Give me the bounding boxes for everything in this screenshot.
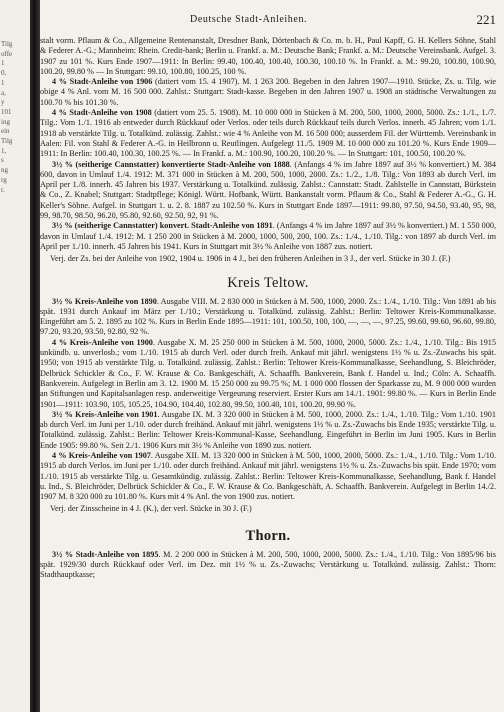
margin-fragment: ing xyxy=(1,117,10,126)
loan-title: 4 % Stadt-Anleihe von 1906 xyxy=(52,77,153,87)
loan-title: 3½ % Kreis-Anleihe von 1901 xyxy=(52,409,158,419)
paragraph: 3½ % Kreis-Anleihe von 1901. Ausgabe IX. M. 3 320 000 in Stücken à M. 500, 1000, 2000. Zs.: 1./4., 1./10. Tilg.: Vom 1./10. 1901 ab durch Verl. im Juni per 1./10. oder durch freihänd. Ankauf mit jährl. wenigstens 1½ % u. Zs.-Zuwachs bis Ende 1935; verstärkte Tilg. u. Totalkünd. zulässig. Zahlst.: Berlin: Teltower Kreis-Kommunal-Kasse, Seehandlung. Eingeführt in Berlin im Juni 1905. Kurs in Berlin Ende 1905: 99.80 %. Seit 2./1. 1906 Kurs mit 3½ % Anleihe von 1890 zus. notiert. xyxy=(40,409,496,450)
margin-fragment: 101 xyxy=(1,107,12,116)
paragraph: 3½ % Kreis-Anleihe von 1890. Ausgabe VIII. M. 2 830 000 in Stücken à M. 500, 1000, 2000. Zs.: 1./4., 1./10. Tilg.: Von 1891 ab bis spät. 1931 durch Ankauf im März per 1./10.; Verstärkung u. Totalkünd. zulässig. Zahlst.: Berlin: Teltower Kreis-Kommunalkasse. Eingeführt am 5. 2. 1895 zu 102 %. Kurs in Berlin Ende 1895—1911: 101, 100.50, 100, 100, —, —, —, 97.25, 99.60, 99.60, 96.60, 99.80, 97.20, 93.20, 93.50, 92.80, 92 %. xyxy=(40,296,496,337)
margin-fragment: ein xyxy=(1,127,10,136)
loan-title: 3½ % (seitherige Cannstatter) konvertierte Stadt-Anleihe von 1888 xyxy=(52,159,290,169)
margin-fragment: ng xyxy=(1,166,8,175)
margin-fragment: 1, xyxy=(1,146,7,155)
prescription-note: Verj. der Zs. bei der Anleihe von 1902, 1904 u. 1906 in 4 J., bei den früheren Anleihen in 3 J., der verl. Stücke in 30 J. (F.) xyxy=(50,254,451,264)
page-content xyxy=(40,36,496,712)
prescription-note: Verj. der Zinsscheine in 4 J. (K.), der verl. Stücke in 30 J. (F.) xyxy=(50,504,252,514)
margin-fragment: Tilg xyxy=(1,40,13,48)
loan-title: 3½ % Stadt-Anleihe von 1895 xyxy=(52,549,159,559)
paragraph: 3½ % Stadt-Anleihe von 1895. M. 2 200 000 in Stücken à M. 200, 500, 1000, 2000, 5000. Zs.: 1./4., 1./10. Tilg.: Von 1895/96 bis spät. 1929/30 durch Rückkauf oder Verl. im Dez. mit 1½ % u. Zs.-Zuwachs; Verstärkung u. Totalkünd. zulässig. Zahlst.: Thorn: Stadthauptkasse; xyxy=(40,549,496,580)
loan-title: 4 % Kreis-Anleihe von 1907 xyxy=(52,450,151,460)
margin-fragment: 0, xyxy=(1,69,7,78)
book-gutter xyxy=(30,0,40,712)
loan-title: 4 % Kreis-Anleihe von 1900 xyxy=(52,337,153,347)
loan-title: 3½ % (seitherige Cannstatter) konvert. Stadt-Anleihe von 1891 xyxy=(52,221,273,231)
margin-fragment: y xyxy=(1,98,5,107)
margin-fragment: r. xyxy=(1,185,5,194)
margin-fragment: 1 xyxy=(1,78,5,87)
paragraph: 4 % Stadt-Anleihe von 1906 (datiert vom 15. 4 1907). M. 1 263 200. Begeben in den Jahren 1907—1910. Stücke, Zs. u. Tilg. wie obige 4 % Anl. vom M. 16 500 000. Zahlst.: Stuttgart: Stadt-kasse. Begeben in den Jahren 1907 u. 1908 an städtische Verwaltungen zu 100.70 % bis 101.30 %. xyxy=(40,77,496,107)
paragraph: 4 % Kreis-Anleihe von 1907. Ausgabe XII. M. 13 320 000 in Stücken à M. 500, 1000, 2000, 5000. Zs.: 1./4., 1./10. Tilg.: Vom 1./10. 1915 ab durch Verlos. im Juni per 1./10. oder durch freihänd. Ankauf mit jährl. wenigstens 1½ % u. Zs.-Zuwachs bis spät. Ende 1970; vom 1./10. 1915 ab verstärkte Tilg. u. Gesamtkündig. zulässig. Zahlst.: Berlin: Teltower Kreis-Kommunalkasse, Seehandlung, Bank f. Handel u. Ind., S. Bleichröder, Delbrück Schickler & Co., F. W. Krause & Co. Bankgeschäft, A. Schaaffh. Bankverein. Aufgelegt in Berlin 14./2. 1907 M. 8 320 000 zu 101.80 %. Kurs mit 4 % Anl. the von 1900 zus. notiert. xyxy=(40,450,496,502)
margin-fragment: s xyxy=(1,156,4,165)
section-heading-thorn: Thorn. xyxy=(245,527,291,544)
loan-title: 4 % Stadt-Anleihe von 1908 xyxy=(52,108,152,118)
margin-fragment: a, xyxy=(1,88,6,97)
loan-title: 3½ % Kreis-Anleihe von 1890 xyxy=(52,296,157,306)
margin-fragment: Tilg xyxy=(1,137,13,146)
paragraph: 3½ % (seitherige Cannstatter) konvert. Stadt-Anleihe von 1891. (Anfangs 4 % im Jahre 1897 auf 3½ % konvertiert.) M. 1 550 000, davon in Umlauf 1./4. 1912: M. 1 250 200 in Stücken à M. 2000, 1000, 500, 200, 100. Zs.: 1./4., 1./10. Tilg.: von 1897 ab durch Verl. im April per 1./10. innerh. 45 Jahren bis 1941. Kurs in Stuttgart mit 3½ % Anleihe von 1887 zus. notiert. xyxy=(40,221,496,251)
section-heading-kreis-teltow: Kreis Teltow. xyxy=(227,274,309,291)
paragraph: stalt vorm. Pflaum & Co., Allgemeine Rentenanstalt, Dresdner Bank, Dörtenbach & Co. m. b. H., Paul Kapff, G. H. Kellers Söhne, Stahl & Federer A.-G.; Mannheim: Rhein. Credit-bank; Berlin u. Frankf. a. M.: Deutsche Bank; Frankf. a. M.: Deutsche Vereinsbank. Aufgel. 3. 1907 zu 101 %. Kurs Ende 1907—1911: In Berlin: 99.40, 100.40, 100.40, 100.30, 100.10 %. In Frankf. a. M.: 99.20, 100.80, 100.90, 100.20, 99.80 % — In Stuttgart: 99.10, 100.80, 100.25, 100 %. xyxy=(40,36,496,76)
running-title: Deutsche Stadt-Anleihen. xyxy=(190,14,308,25)
book-page xyxy=(40,0,504,712)
paragraph: 4 % Kreis-Anleihe von 1900. Ausgabe X. M. 25 250 000 in Stücken à M. 500, 1000, 2000, 5000. Zs.: 1./4., 1./10. Tilg.: Bis 1915 unkündb. u. unverlosb.; vom 1./10. 1915 ab durch Verl. oder durch freih. Ankauf mit jährl. wenigstens 1½ % u. Zs.-Zuwachs bis spät. 1950; von 1915 ab verstärkte Tilg. u. Totalkünd. zulässig. Zahlst.: Berlin: Teltower Kreis-Kommunalkasse, Seehandlung, S. Bleichröder, Delbrück Schickler & Co., F. W. Krause & Co. Bankgeschäft, A. Schaaffh. Bankverein, Bank f. Handel u. Ind.; Cöln: A. Schaaffh. Bankverein. Aufgelegt in Berlin am 3. 12. 1900 M. 15 250 000 zu 99.75 %; M. 1 000 000 flossen der Sparkasse zu, M. 9 000 000 wurden an Stiftungen und Kapitalsanlagen resp. anderweitige Vergeurung reserviert. Erster Kurs am 14./1. 1901: 99.80 %. — Kurs in Berlin Ende 1901—1911: 103.90, 105, 105.25, 104.90, 104.40, 102.80, 99.50, 100.40, 101, 100.20, 99.90 %. xyxy=(40,337,496,409)
margin-fragment: 1 xyxy=(1,59,5,68)
paragraph: 4 % Stadt-Anleihe von 1908 (datiert vom 25. 5. 1908). M. 10 000 000 in Stücken à M. 200, 500, 1000, 2000, 5000. Zs.: 1./1., 1./7. Tilg.: Vom 1./1. 1916 ab entweder durch Rückkauf oder Verlos. oder teils durch Rückkauf teils durch Verlos. innerh. 45 Jahren; vom 1./1. 1918 ab verstärkte Tilg. u. Totalkünd. zulässig. Zahlst.: wie 4 % Anleihe von M. 16 500 000; ausserdem Fil. der Württemb. Vereinsbank in Aalen: Fil. von Stahl & Federer A.-G. in Heilbronn u. Reutlingen. Aufgelegt 11./5. 1909 M. 10 000 000 zu 101.20 %. Kurs Ende 1909—1911: In Berlin: 100.40, 100.30, 100.25 %. — In Frankf. a. M.: 100.90, 100.20, 100.20 %. — In Stuttgart: 101, 100.50, 100.20 %. xyxy=(40,108,496,159)
page-number: 221 xyxy=(476,12,496,27)
margin-fragment: offe xyxy=(1,49,13,58)
previous-page-edge xyxy=(0,0,31,712)
page-header xyxy=(40,14,504,28)
paragraph: 3½ % (seitherige Cannstatter) konvertierte Stadt-Anleihe von 1888. (Anfangs 4 % im Jahre 1897 auf 3½ % konvertiert.) M. 384 600, davon in Umlauf 1./4. 1912: M. 371 000 in Stücken à M. 200, 500, 1000, 2000. Zs.: 1./2., 1./8. Tilg.: Von 1893 ab durch Verl. im April per 1./8. innerh. 45 Jahren bis 1937. Verstärkung u. Totalkünd. zulässig. Zahlst.: Cannstatt: Stadt. Zahlstelle in Cannstatt, Bürkstein & Co., Z. Knabel; Stuttgart: Stadtpflege; Königl. Württ. Hofbank, Württ. Bankanstalt vorm. Pflaum & Co., Stahl & Federer A.-G., G. H. Keller's Söhne. Aufgel. in Stuttgart 1. u. 2. 8. 1887 zu 102.50 %. Kurs in Stuttgart Ende 1897—1911: 99.80, 97.50, 94.50, 93.40, 95, 98, 99, 98.70, 98.50, 96.20, 95.80, 92.60, 92.50, 92, 91 %. xyxy=(40,159,496,221)
margin-fragment: rg xyxy=(1,175,7,184)
